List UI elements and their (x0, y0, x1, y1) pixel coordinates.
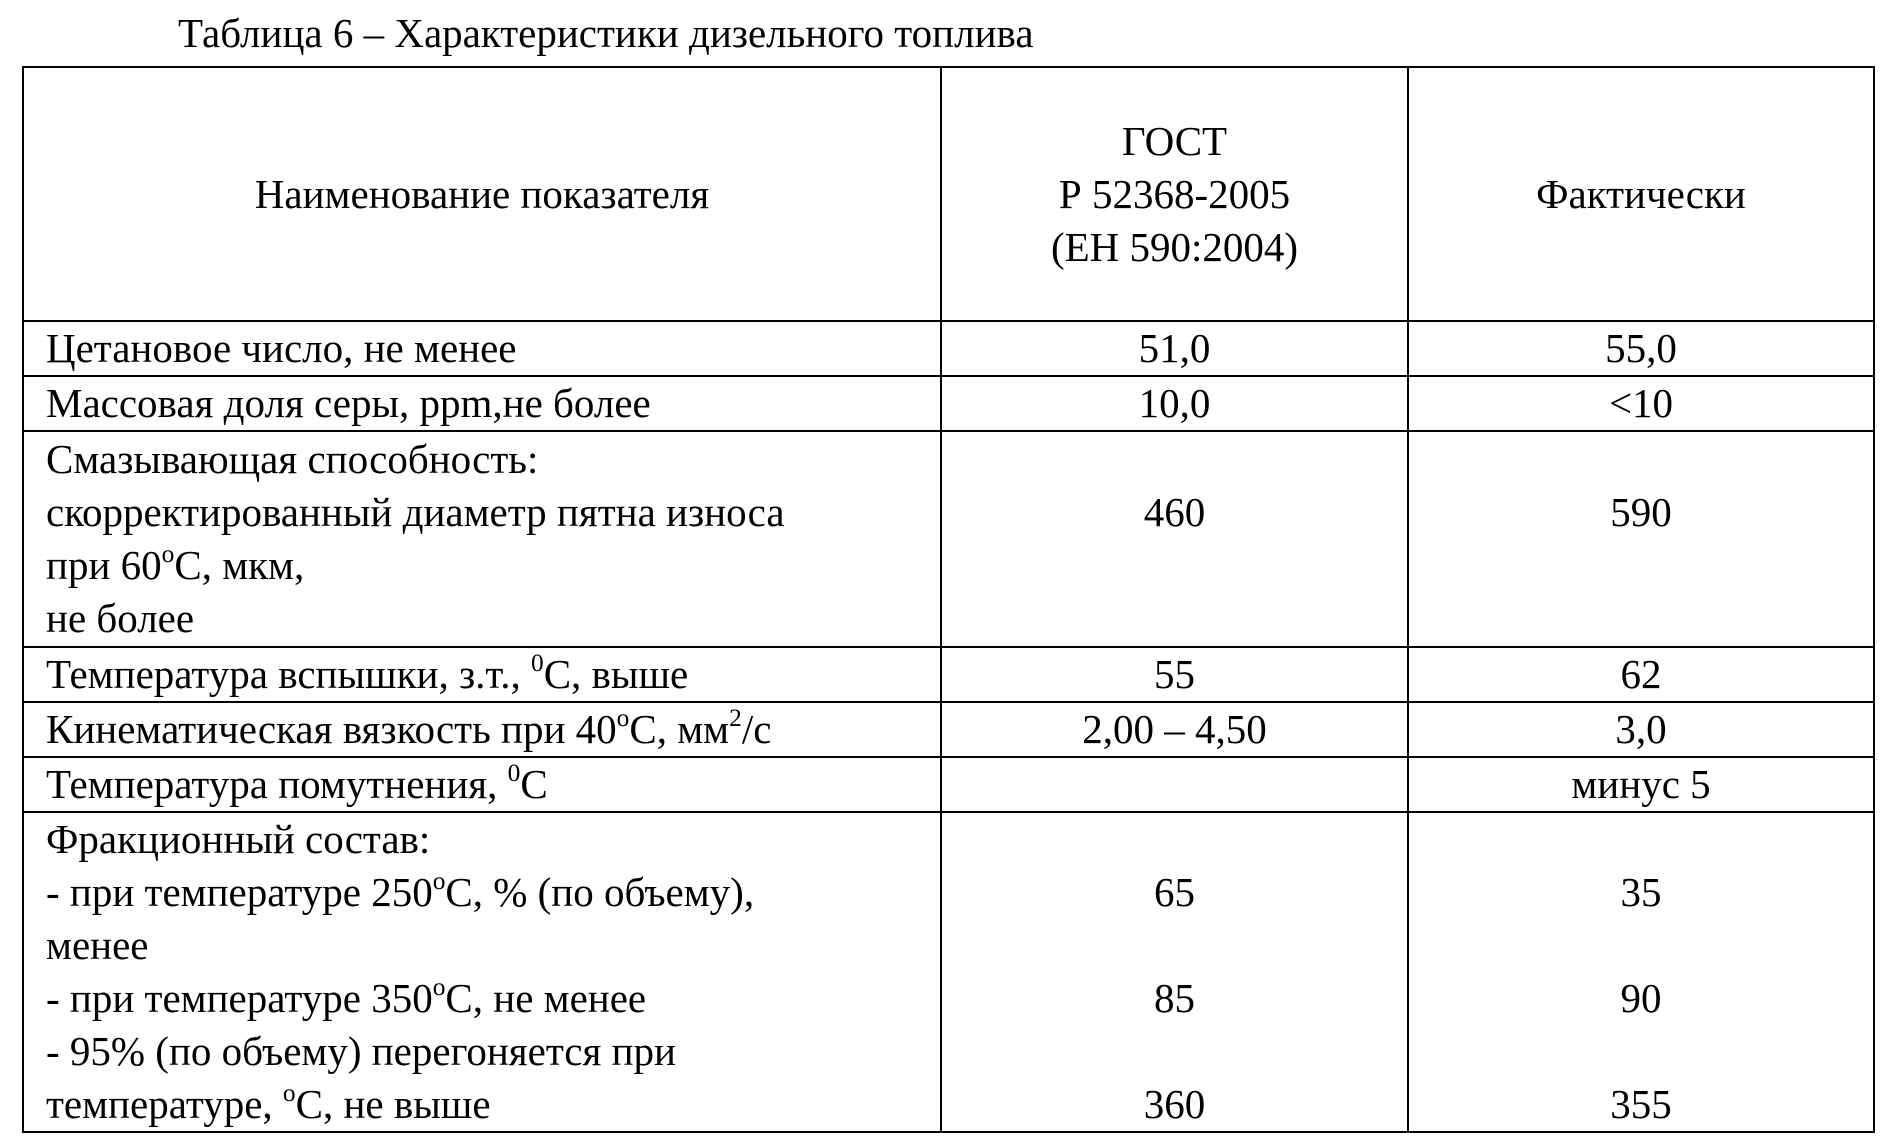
param-cell (23, 757, 941, 812)
table-row (23, 812, 1874, 1132)
table-row (23, 431, 1874, 647)
param-cell (23, 431, 941, 647)
param-text: менее (46, 922, 149, 968)
actual-value: 35 (1620, 869, 1662, 915)
param-text: - 95% (по объему) перегоняется при (46, 1028, 676, 1074)
fuel-characteristics-table (22, 66, 1875, 1133)
header-row (23, 67, 1874, 321)
gost-cell (941, 757, 1408, 812)
gost-cell (941, 812, 1408, 1132)
superscript: o (616, 703, 630, 732)
param-cell (23, 702, 941, 757)
gost-value: 65 (1154, 869, 1195, 915)
table-row (23, 757, 1874, 812)
superscript: o (282, 1078, 296, 1107)
param-text: С (520, 761, 548, 807)
param-text: Смазывающая способность: (46, 436, 539, 482)
param-text: Фракционный состав: (46, 816, 431, 862)
header-gost (941, 67, 1408, 321)
gost-value: 85 (1154, 975, 1195, 1021)
actual-cell: 3,0 (1408, 702, 1874, 757)
param-text: - при температуре 250$^o$С, % (по объему), (46, 866, 755, 915)
param-cell (23, 321, 941, 376)
param-cell (23, 812, 941, 1132)
param-text: Температура вспышки, з.т., (46, 651, 531, 697)
actual-cell (1408, 812, 1874, 1132)
actual-value: 90 (1620, 975, 1662, 1021)
param-text: С, выше (543, 651, 689, 697)
param-text: Температура помутнения, (46, 761, 508, 807)
header-gost-line: Р 52368-2005 (1058, 170, 1291, 217)
param-text: скорректированный диаметр пятна износа (46, 489, 785, 535)
param-text: температуре, $^o$С, не выше (46, 1078, 491, 1127)
actual-value: 355 (1610, 1081, 1672, 1127)
gost-cell: 2,00 – 4,50 (941, 702, 1408, 757)
superscript: 0 (507, 758, 521, 787)
superscript: o (432, 866, 446, 895)
header-gost-line: ГОСТ (1121, 117, 1228, 164)
superscript: o (161, 539, 175, 568)
param-text: Цетановое число, не менее (46, 325, 517, 371)
header-gost-line: (ЕН 590:2004) (1050, 223, 1299, 270)
actual-cell: минус 5 (1408, 757, 1874, 812)
gost-cell: 10,0 (941, 376, 1408, 431)
superscript: o (432, 972, 446, 1001)
table-row (23, 376, 1874, 431)
table-row (23, 647, 1874, 702)
table-caption: Таблица 6 – Характеристики дизельного топлива (178, 10, 1034, 56)
table-row (23, 702, 1874, 757)
param-text: - при температуре 350$^o$С, не менее (46, 972, 647, 1021)
param-text: Массовая доля серы, ppm,не более (46, 380, 651, 426)
actual-cell: 55,0 (1408, 321, 1874, 376)
param-cell (23, 647, 941, 702)
table-row (23, 321, 1874, 376)
header-param: Наименование показателя (23, 67, 941, 321)
param-cell (23, 376, 941, 431)
param-text: при 60$^o$С, мкм, (46, 539, 305, 588)
gost-cell: 460 (941, 431, 1408, 647)
actual-cell: <10 (1408, 376, 1874, 431)
actual-cell: 590 (1408, 431, 1874, 647)
superscript: 2 (729, 703, 742, 732)
actual-cell: 62 (1408, 647, 1874, 702)
superscript: 0 (531, 648, 544, 677)
gost-cell: 55 (941, 647, 1408, 702)
header-actual: Фактически (1408, 67, 1874, 321)
param-text: С, мм (629, 706, 730, 752)
gost-cell: 51,0 (941, 321, 1408, 376)
param-text: Кинематическая вязкость при 40 (46, 706, 617, 752)
param-text: не более (46, 595, 195, 641)
param-text: /с (741, 706, 772, 752)
gost-value: 360 (1143, 1081, 1206, 1127)
